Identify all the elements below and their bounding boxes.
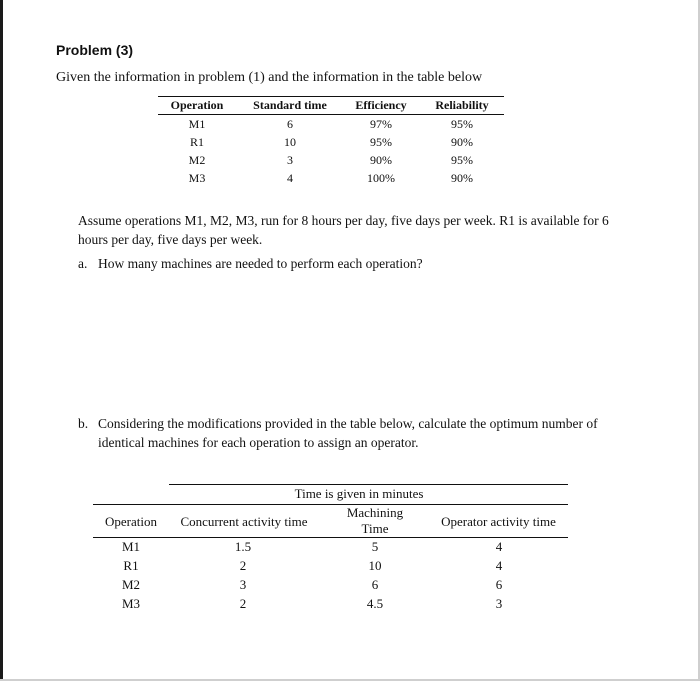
table-cell: 6	[371, 577, 379, 592]
table-cell: 4	[495, 558, 503, 573]
table-cell: R1	[189, 135, 204, 149]
question-a-text: How many machines are needed to perform each operation?	[98, 256, 423, 271]
table-cell: 100%	[367, 171, 395, 185]
table-cell: M1	[121, 539, 141, 554]
table-cell: 4	[287, 171, 293, 185]
table-rule-header	[93, 537, 568, 538]
question-b	[78, 414, 638, 450]
table-cell: M3	[121, 596, 141, 611]
table-cell: M1	[188, 117, 206, 131]
table-cell: 90%	[451, 135, 473, 149]
table-cell: M2	[188, 153, 206, 167]
table-cell: 1.5	[234, 539, 252, 554]
table-rule-header	[158, 114, 504, 115]
table-cell: 95%	[370, 135, 392, 149]
table-cell: M3	[188, 171, 206, 185]
question-b-text: Considering the modifications provided in the table below, calculate the optimum number of identical machines for each operation to assign an operator.	[98, 416, 598, 450]
table-cell: 5	[371, 539, 379, 554]
table-cell: R1	[123, 558, 139, 573]
header-standard-time: Standard time	[253, 98, 327, 112]
table-rule-caption	[93, 504, 568, 505]
assumption-text: Assume operations M1, M2, M3, run for 8 hours per day, five days per week. R1 is available for 6 hours per day, five days per week.	[78, 213, 609, 247]
question-a	[78, 256, 423, 272]
header-concurrent-activity-time: Concurrent activity time	[180, 514, 308, 529]
table-cell: 97%	[370, 117, 392, 131]
header-reliability: Reliability	[435, 98, 489, 112]
table-cell: M2	[121, 577, 141, 592]
header-operator-activity-time: Operator activity time	[441, 514, 556, 529]
header-machining-time: Machining Time	[346, 505, 404, 536]
table-cell: 6	[287, 117, 293, 131]
table-cell: 6	[495, 577, 503, 592]
table-rule-top	[158, 96, 504, 97]
question-b-label: b.	[78, 416, 89, 431]
table-cell: 90%	[451, 171, 473, 185]
header-efficiency: Efficiency	[355, 98, 407, 112]
problem-title: Problem (3)	[56, 42, 134, 58]
header-operation: Operation	[105, 514, 157, 529]
intro-text: Given the information in problem (1) and the information in the table below	[56, 70, 483, 85]
table-cell: 90%	[370, 153, 392, 167]
table-cell: 4.5	[366, 596, 384, 611]
table-cell: 3	[287, 153, 293, 167]
table-cell: 95%	[451, 117, 473, 131]
table-cell: 95%	[451, 153, 473, 167]
table-cell: 10	[368, 558, 382, 573]
table-cell: 3	[239, 577, 247, 592]
header-operation: Operation	[170, 98, 224, 112]
frame-left-border	[0, 0, 3, 681]
table-cell: 4	[495, 539, 503, 554]
table-cell: 2	[239, 596, 247, 611]
table-cell: 3	[495, 596, 503, 611]
table-caption: Time is given in minutes	[294, 486, 424, 501]
table-rule-top	[169, 484, 568, 485]
question-a-label: a.	[78, 256, 88, 271]
table-cell: 10	[284, 135, 296, 149]
table-cell: 2	[239, 558, 247, 573]
